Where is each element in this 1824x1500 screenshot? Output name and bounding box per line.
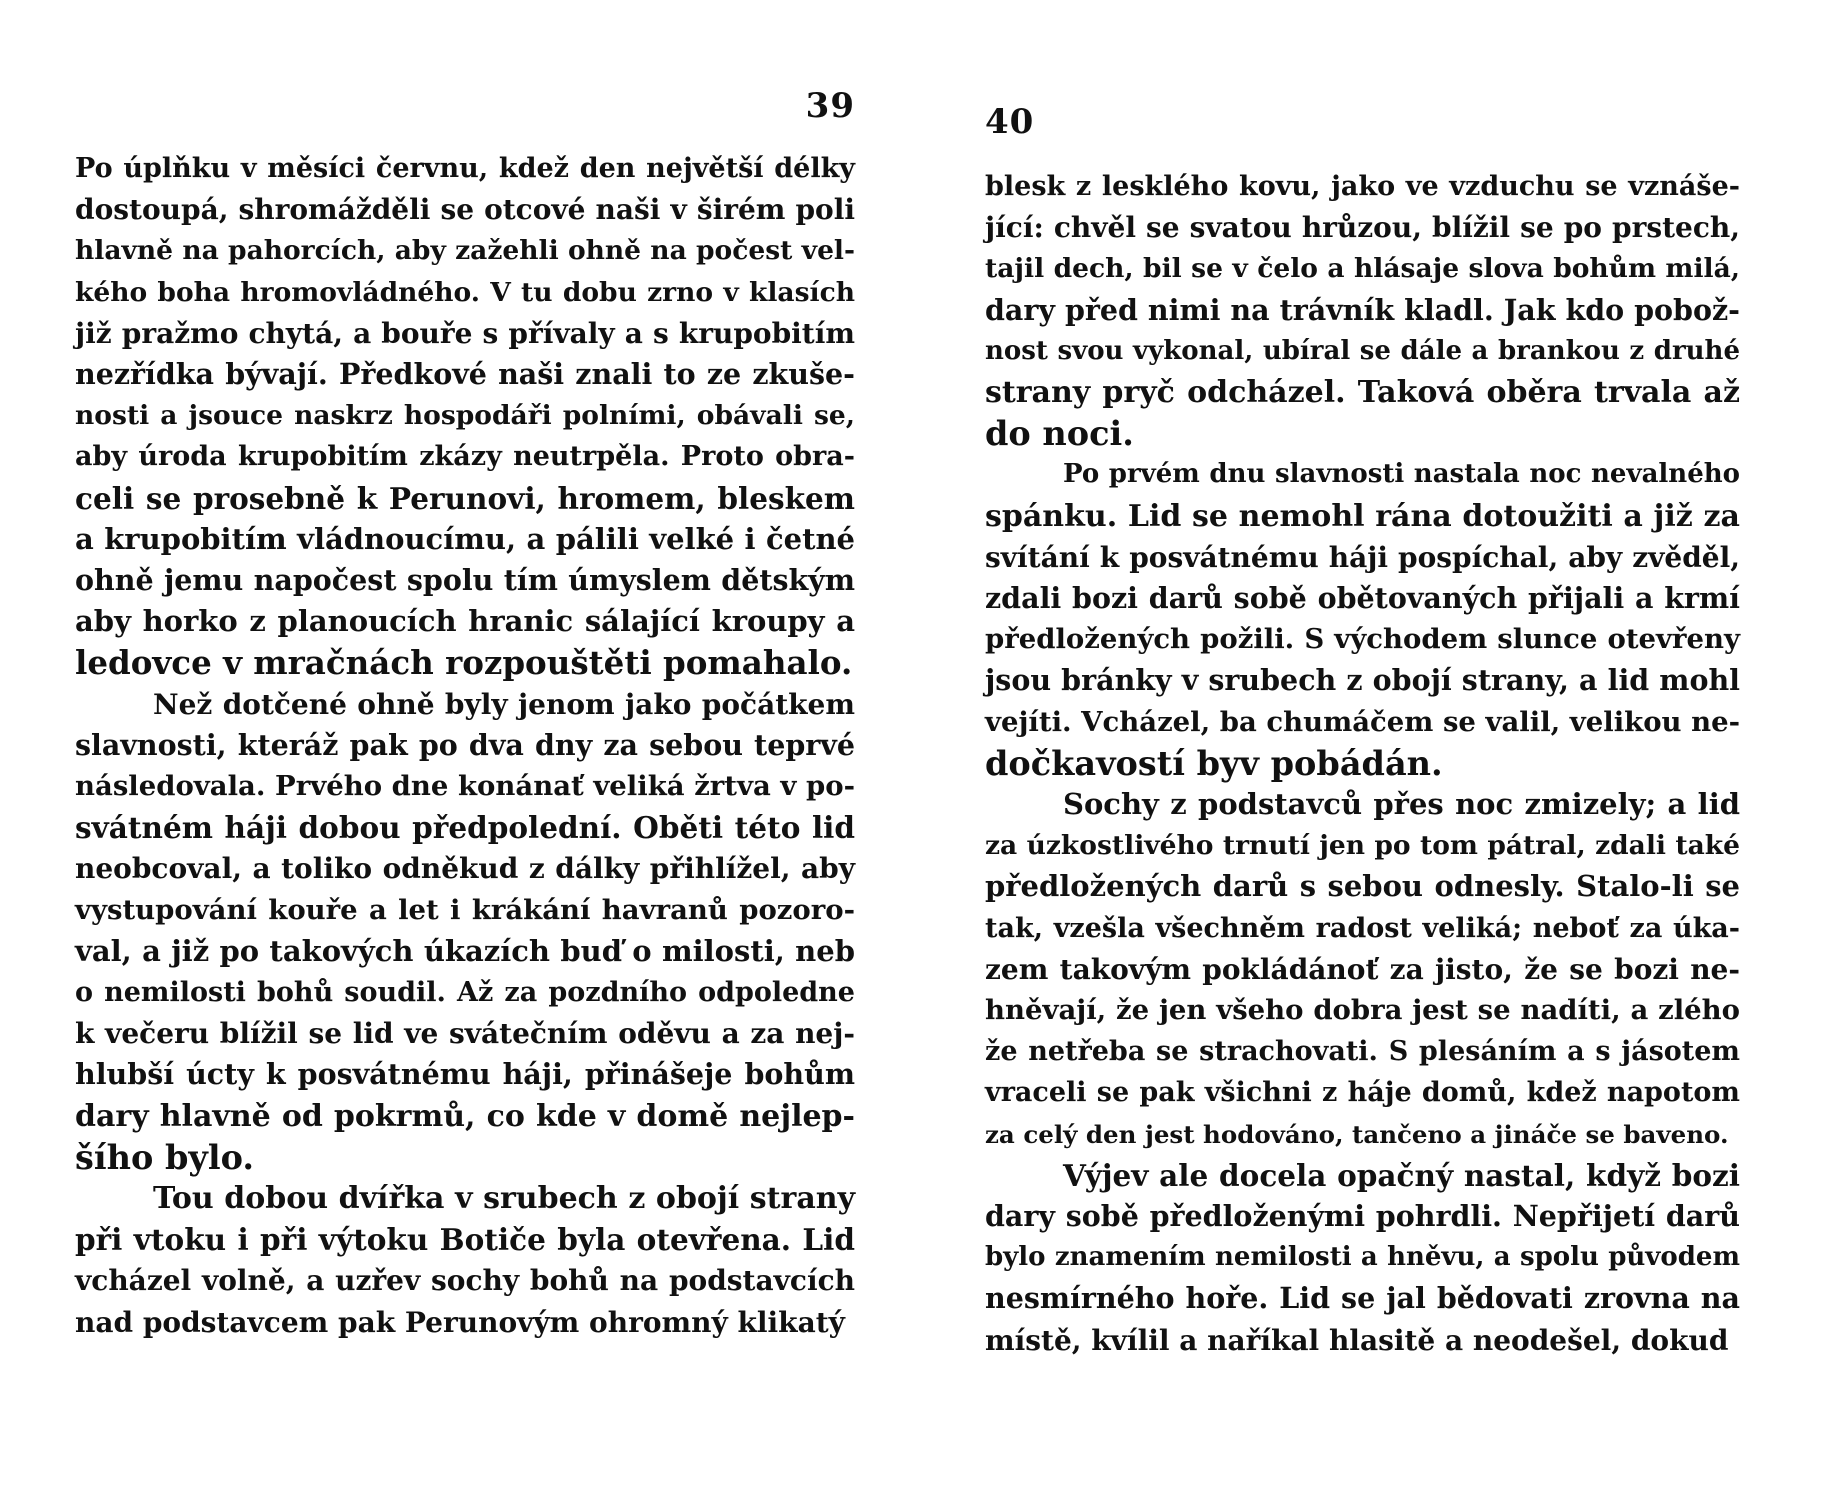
text-line: nezřídka bývají. Předkové naši znali to ze zkuše- [75,357,855,392]
text-line: dostoupá, shromážděli se otcové naši v širém poli [75,193,855,227]
paragraph [985,166,1740,454]
paragraph [985,1155,1740,1361]
page-number: 39 [805,86,855,126]
text-line: svítání k posvátnému háji pospíchal, aby zvěděl, [985,540,1740,574]
text-line: zem takovým pokládánoť za jisto, že se bozi ne- [985,952,1740,986]
text-line: neobcoval, a toliko odněkud z dálky přihlížel, aby [75,852,855,886]
text-line: dary sobě předloženými pohrdli. Nepřijetí darů [985,1199,1740,1234]
text-line: již pražmo chytá, a bouře s přívaly a s krupobitím [75,316,855,350]
text-line: tak, vzešla všechněm radost veliká; neboť za úka- [985,912,1740,944]
page-text [75,148,855,1343]
text-line: kého boha hromovládného. V tu dobu zrno v klasích [75,276,855,308]
text-line: celi se prosebně k Perunovi, hromem, bleskem [75,480,855,516]
page-number: 40 [985,102,1035,142]
paragraph [75,684,855,1178]
text-line: Tou dobou dvířka v srubech z obojí strany [153,1181,855,1217]
text-line: hněvají, že jen všeho dobra jest se nadíti, a zlého [985,994,1740,1027]
text-line: nad podstavcem pak Perunovým ohromný klikatý [75,1305,845,1339]
text-line: slavnosti, kteráž pak po dva dny za sebou teprvé [75,727,855,762]
text-line: nosti a jsouce naskrz hospodáři polními, obávali se, [75,400,855,432]
text-line: následovala. Prvého dne konánať veliká žrtva v po- [75,770,855,803]
text-line: hlubší úcty k posvátnému háji, přinášeje bohům [75,1057,855,1092]
paragraph [985,454,1740,784]
text-line: nesmírného hoře. Lid se jal bědovati zrovna na [985,1281,1740,1316]
text-line: vcházel volně, a uzřev sochy bohů na podstavcích [75,1264,855,1298]
text-line: vejíti. Vcházel, ba chumáčem se valil, velikou ne- [985,705,1741,738]
paragraph [75,148,855,684]
paragraph [985,784,1740,1155]
text-line: za celý den jest hodováno, tančeno a jináče se baveno. [985,1119,1729,1149]
text-line: nost svou vykonal, ubíral se dále a brankou z druhé [985,335,1740,366]
page-text [985,166,1740,1361]
text-line: při vtoku i při výtoku Botiče byla otevřena. Lid [75,1222,855,1258]
paragraph [75,1178,855,1343]
text-line: val, a již po takových úkazích buď o milosti, neb [75,933,855,968]
text-line: šího bylo. [75,1137,254,1177]
text-line: svátném háji dobou předpolední. Oběti této lid [75,810,855,846]
text-line: že netřeba se strachovati. S plesáním a s jásotem [985,1036,1740,1068]
text-line: Po úplňku v měsíci červnu, kdež den největší délky [75,153,855,184]
text-line: ohně jemu napočest spolu tím úmyslem dětským [75,563,855,598]
text-line: vraceli se pak všichni z háje domů, kdež napotom [985,1077,1740,1109]
text-line: a krupobitím vládnoucímu, a pálili velké i četné [75,521,855,556]
text-line: zdali bozi darů sobě obětovaných přijali a krmí [985,581,1740,616]
text-line: místě, kvílil a naříkal hlasitě a neodešel, dokud [985,1323,1729,1357]
text-line: blesk z lesklého kovu, jako ve vzduchu se vznáše- [985,171,1740,202]
text-line: tajil dech, bil se v čelo a hlásaje slova bohům milá, [985,253,1740,285]
text-line: předložených darů s sebou odnesly. Stalo-li se [985,869,1740,904]
text-line: za úzkostlivého trnutí jen po tom pátral, zdali také [985,830,1740,862]
text-line: ledovce v mračnách rozpouštěti pomahalo. [75,643,853,683]
text-line: bylo znamením nemilosti a hněvu, a spolu původem [985,1242,1740,1273]
text-line: dary před nimi na trávník kladl. Jak kdo pobož- [985,292,1740,327]
text-line: jící: chvěl se svatou hrůzou, blížil se po prstech, [985,211,1740,245]
text-line: dočkavostí byv pobádán. [985,743,1443,783]
text-line: k večeru blížil se lid ve svátečním oděvu a za nej- [75,1017,855,1051]
text-line: jsou bránky v srubech z obojí strany, a lid mohl [985,663,1740,698]
text-line: vystupování kouře a let i krákání havranů pozoro- [75,893,855,926]
text-line: spánku. Lid se nemohl rána dotoužiti a již za [985,498,1740,534]
text-line: hlavně na pahorcích, aby zažehli ohně na počest vel- [75,235,855,267]
text-line: o nemilosti bohů soudil. Až za pozdního odpoledne [75,977,855,1009]
text-line: Sochy z podstavců přes noc zmizely; a lid [1063,787,1740,822]
text-line: předložených požili. S východem slunce otevřeny [985,623,1740,656]
text-line: do noci. [985,414,1134,454]
text-line: Po prvém dnu slavnosti nastala noc nevalného [1063,459,1740,490]
right-page [985,0,1740,1500]
text-line: dary hlavně od pokrmů, co kde v domě nejlep- [75,1098,855,1134]
text-line: Než dotčené ohně byly jenom jako počátkem [153,687,855,721]
text-line: Výjev ale docela opačný nastal, když bozi [1063,1157,1740,1193]
text-line: aby horko z planoucích hranic sálající kroupy a [75,604,855,639]
text-line: strany pryč odcházel. Taková oběra trvala až [985,375,1740,411]
text-line: aby úroda krupobitím zkázy neutrpěla. Proto obra- [75,441,855,473]
left-page [75,0,855,1500]
